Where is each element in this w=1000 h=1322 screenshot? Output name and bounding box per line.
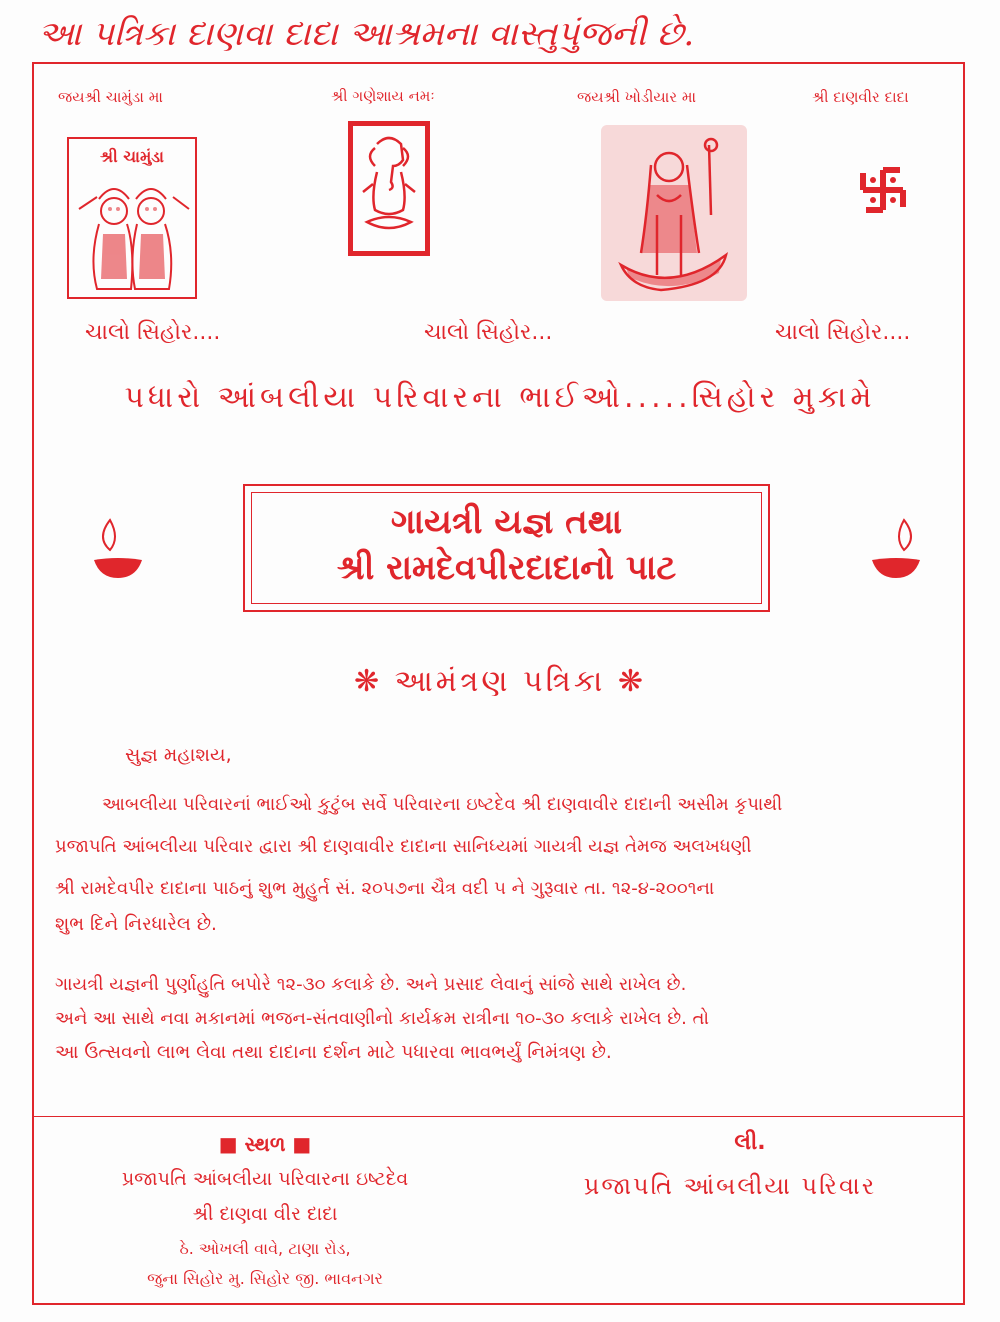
diya-lamp-icon-right [868, 516, 924, 582]
invite-line: પધારો આંબલીયા પરિવારના ભાઈઓ.....સિહોર મુકામે [124, 380, 876, 415]
paragraph1-line4: શુભ દિને નિરધારેલ છે. [55, 914, 217, 935]
chamunda-image [67, 137, 197, 299]
deity-caption-chamunda: જયશ્રી ચામુંડા મા [58, 88, 163, 106]
invitation-heading [0, 664, 1000, 699]
handwritten-note: આ પત્રિકા દાણવા દાદા આશ્રમના વાસ્તુપુંજની છે. [38, 14, 695, 54]
chalo-sihor-left: ચાલો સિહોર.... [85, 320, 221, 345]
paragraph2-line3: આ ઉત્સવનો લાભ લેવા તથા દાદાના દર્શન માટે પધારવા ભાવભર્યું નિમંત્રણ છે. [55, 1042, 612, 1063]
salutation: સુજ્ઞ મહાશય, [125, 744, 232, 766]
venue-heading-text: સ્થળ [244, 1132, 286, 1156]
paragraph1-line2: પ્રજાપતિ આંબલીયા પરિવાર દ્વારા શ્રી દાણવાવીર દાદાના સાનિધ્યમાં ગાયત્રી યજ્ઞ તેમજ અલખધણી [55, 836, 752, 857]
deity-caption-danvir: શ્રી દાણવીર દાદા [812, 88, 909, 106]
venue-line4: જુના સિહોર મુ. સિહોર જી. ભાવનગર [147, 1269, 383, 1288]
paragraph1-line3: શ્રી રામદેવપીર દાદાના પાઠનું શુભ મુહુર્ત સં. ૨૦૫૭ના ચૈત્ર વદી ૫ ને ગુરૂવાર તા. ૧૨-૪-૨૦૦૧ના [55, 878, 715, 899]
paragraph2-line2: અને આ સાથે નવા મકાનમાં ભજન-સંતવાણીનો કાર્યક્રમ રાત્રીના ૧૦-૩૦ કલાકે રાખેલ છે. તો [55, 1008, 709, 1029]
event-title-line2: શ્રી રામદેવપીરદાદાનો પાટ [336, 548, 677, 588]
ganesha-image [348, 121, 430, 256]
invitation-heading-text: આમંત્રણ પત્રિકા [394, 664, 606, 699]
diya-lamp-icon-left [90, 516, 146, 582]
chalo-sihor-center: ચાલો સિહોર... [424, 320, 553, 345]
footer-divider [32, 1116, 965, 1117]
venue-line1: પ્રજાપતિ આંબલીયા પરિવારના ઇષ્ટદેવ [121, 1168, 409, 1190]
signoff-li: લી. [734, 1130, 766, 1155]
swastika-icon [858, 165, 908, 215]
khodiyar-figure [601, 125, 747, 301]
venue-heading [55, 1132, 475, 1156]
venue-square-icon-right: ■ [292, 1132, 312, 1156]
event-title-line1: ગાયત્રી યજ્ઞ તથા [390, 502, 623, 542]
asterisk-flower-icon: ❋ [617, 664, 647, 699]
paragraph2-line1: ગાયત્રી યજ્ઞની પુર્ણાહુતિ બપોરે ૧૨-૩૦ કલાકે છે. અને પ્રસાદ લેવાનું સાંજે સાથે રાખેલ છે. [55, 974, 687, 995]
ganesha-figure [353, 126, 425, 251]
venue-square-icon-left: ■ [218, 1132, 238, 1156]
chamunda-card-label: શ્રી ચામુંડા [100, 147, 164, 166]
venue-line2: શ્રી દાણવા વીર દાદા [192, 1203, 338, 1225]
venue-line3: ઠે. ઓખલી વાવે, ટાણા રોડ, [179, 1239, 351, 1258]
asterisk-flower-icon: ❋ [353, 664, 383, 699]
event-title-box [243, 484, 770, 612]
deity-caption-ganesh: શ્રી ગણેશાય નમઃ [331, 87, 435, 105]
paragraph1-line1: આબલીયા પરિવારનાં ભાઈઓ કુટુંબ સર્વે પરિવારના ઇષ્ટદેવ શ્રી દાણવાવીર દાદાની અસીમ કૃપાથી [102, 794, 783, 815]
chamunda-figure [69, 139, 195, 297]
deity-caption-khodiyar: જયશ્રી ખોડીયાર મા [577, 88, 697, 106]
signoff-name: પ્રજાપતિ આંબલીયા પરિવાર [583, 1172, 877, 1200]
khodiyar-image [601, 125, 747, 301]
chalo-sihor-right: ચાલો સિહોર.... [775, 320, 911, 345]
